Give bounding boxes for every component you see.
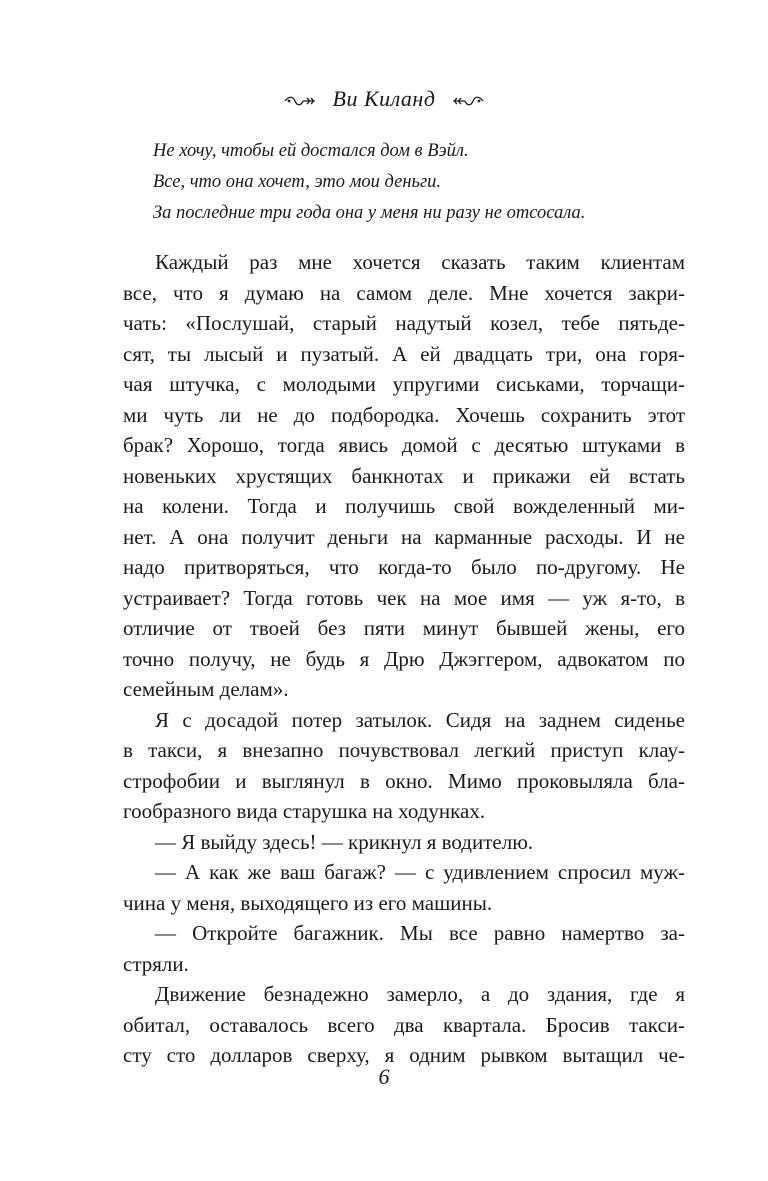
page-number: 6 xyxy=(378,1064,390,1089)
text-line: брак? Хорошо, тогда явись домой с десятью штуками в xyxy=(123,433,685,457)
paragraph xyxy=(123,979,685,1071)
text-line: Каждый раз мне хочется сказать таким клиентам xyxy=(155,250,685,274)
text-line: чая штучка, с молодыми упругими сиськами, торчащи- xyxy=(123,372,685,396)
text-line: Движение безнадежно замерло, а до здания, где я xyxy=(155,982,685,1006)
epigraph xyxy=(153,136,713,229)
text-line: обитал, оставалось всего два квартала. Бросив такси- xyxy=(123,1012,685,1037)
author-name: Ви Киланд xyxy=(332,86,436,111)
body-text xyxy=(123,247,685,1071)
text-line: стряли. xyxy=(123,951,189,976)
text-line: гообразного вида старушка на ходунках. xyxy=(123,799,486,823)
text-line: ми чуть ли не до подбородка. Хочешь сохранить этот xyxy=(123,402,685,427)
paragraph xyxy=(123,918,685,979)
text-line: все, что я думаю на самом деле. Мне хочется закри- xyxy=(123,280,685,305)
epigraph-line: За последние три года она у меня ни разу не отсосала. xyxy=(153,203,586,223)
text-line: устраивает? Тогда готовь чек на мое имя — уж я-то, в xyxy=(123,585,685,610)
ornament-right-icon xyxy=(451,94,485,108)
text-line: сту сто долларов сверху, я одним рывком вытащил че- xyxy=(123,1043,685,1067)
text-line: — Откройте багажник. Мы все равно намертво за- xyxy=(155,921,685,945)
text-line: строфобии и выглянул в окно. Мимо проковыляла бла- xyxy=(123,768,685,793)
text-line: чать: «Послушай, старый надутый козел, тебе пятьде- xyxy=(123,311,685,335)
paragraph xyxy=(123,827,685,858)
text-line: Я с досадой потер затылок. Сидя на заднем сиденье xyxy=(155,707,685,732)
paragraph xyxy=(123,247,685,705)
running-head xyxy=(0,84,768,114)
text-line: точно получу, не будь я Дрю Джэггером, адвокатом по xyxy=(123,646,685,671)
text-line: — Я выйду здесь! — крикнул я водителю. xyxy=(155,829,534,854)
text-line: надо притворяться, что когда-то было по-другому. Не xyxy=(123,555,685,579)
text-line: отличие от твоей без пяти минут бывшей жены, его xyxy=(123,616,685,640)
text-line: в такси, я внезапно почувствовал легкий приступ клау- xyxy=(123,738,685,762)
paragraph xyxy=(123,857,685,918)
text-line: новеньких хрустящих банкнотах и прикажи ей встать xyxy=(123,463,685,488)
text-line: чина у меня, выходящего из его машины. xyxy=(123,890,493,915)
text-line: семейным делам». xyxy=(123,677,289,701)
paragraph xyxy=(123,705,685,827)
text-line: сят, ты лысый и пузатый. А ей двадцать три, она горя- xyxy=(123,341,685,366)
ornament-left-icon xyxy=(283,94,317,108)
text-line: нет. А она получит деньги на карманные расходы. И не xyxy=(123,524,685,549)
text-line: на колени. Тогда и получишь свой вожделенный ми- xyxy=(123,494,685,518)
epigraph-line: Все, что она хочет, это мои деньги. xyxy=(153,172,442,192)
text-line: — А как же ваш багаж? — с удивлением спросил муж- xyxy=(155,860,685,884)
epigraph-line: Не хочу, чтобы ей достался дом в Вэйл. xyxy=(153,141,469,161)
